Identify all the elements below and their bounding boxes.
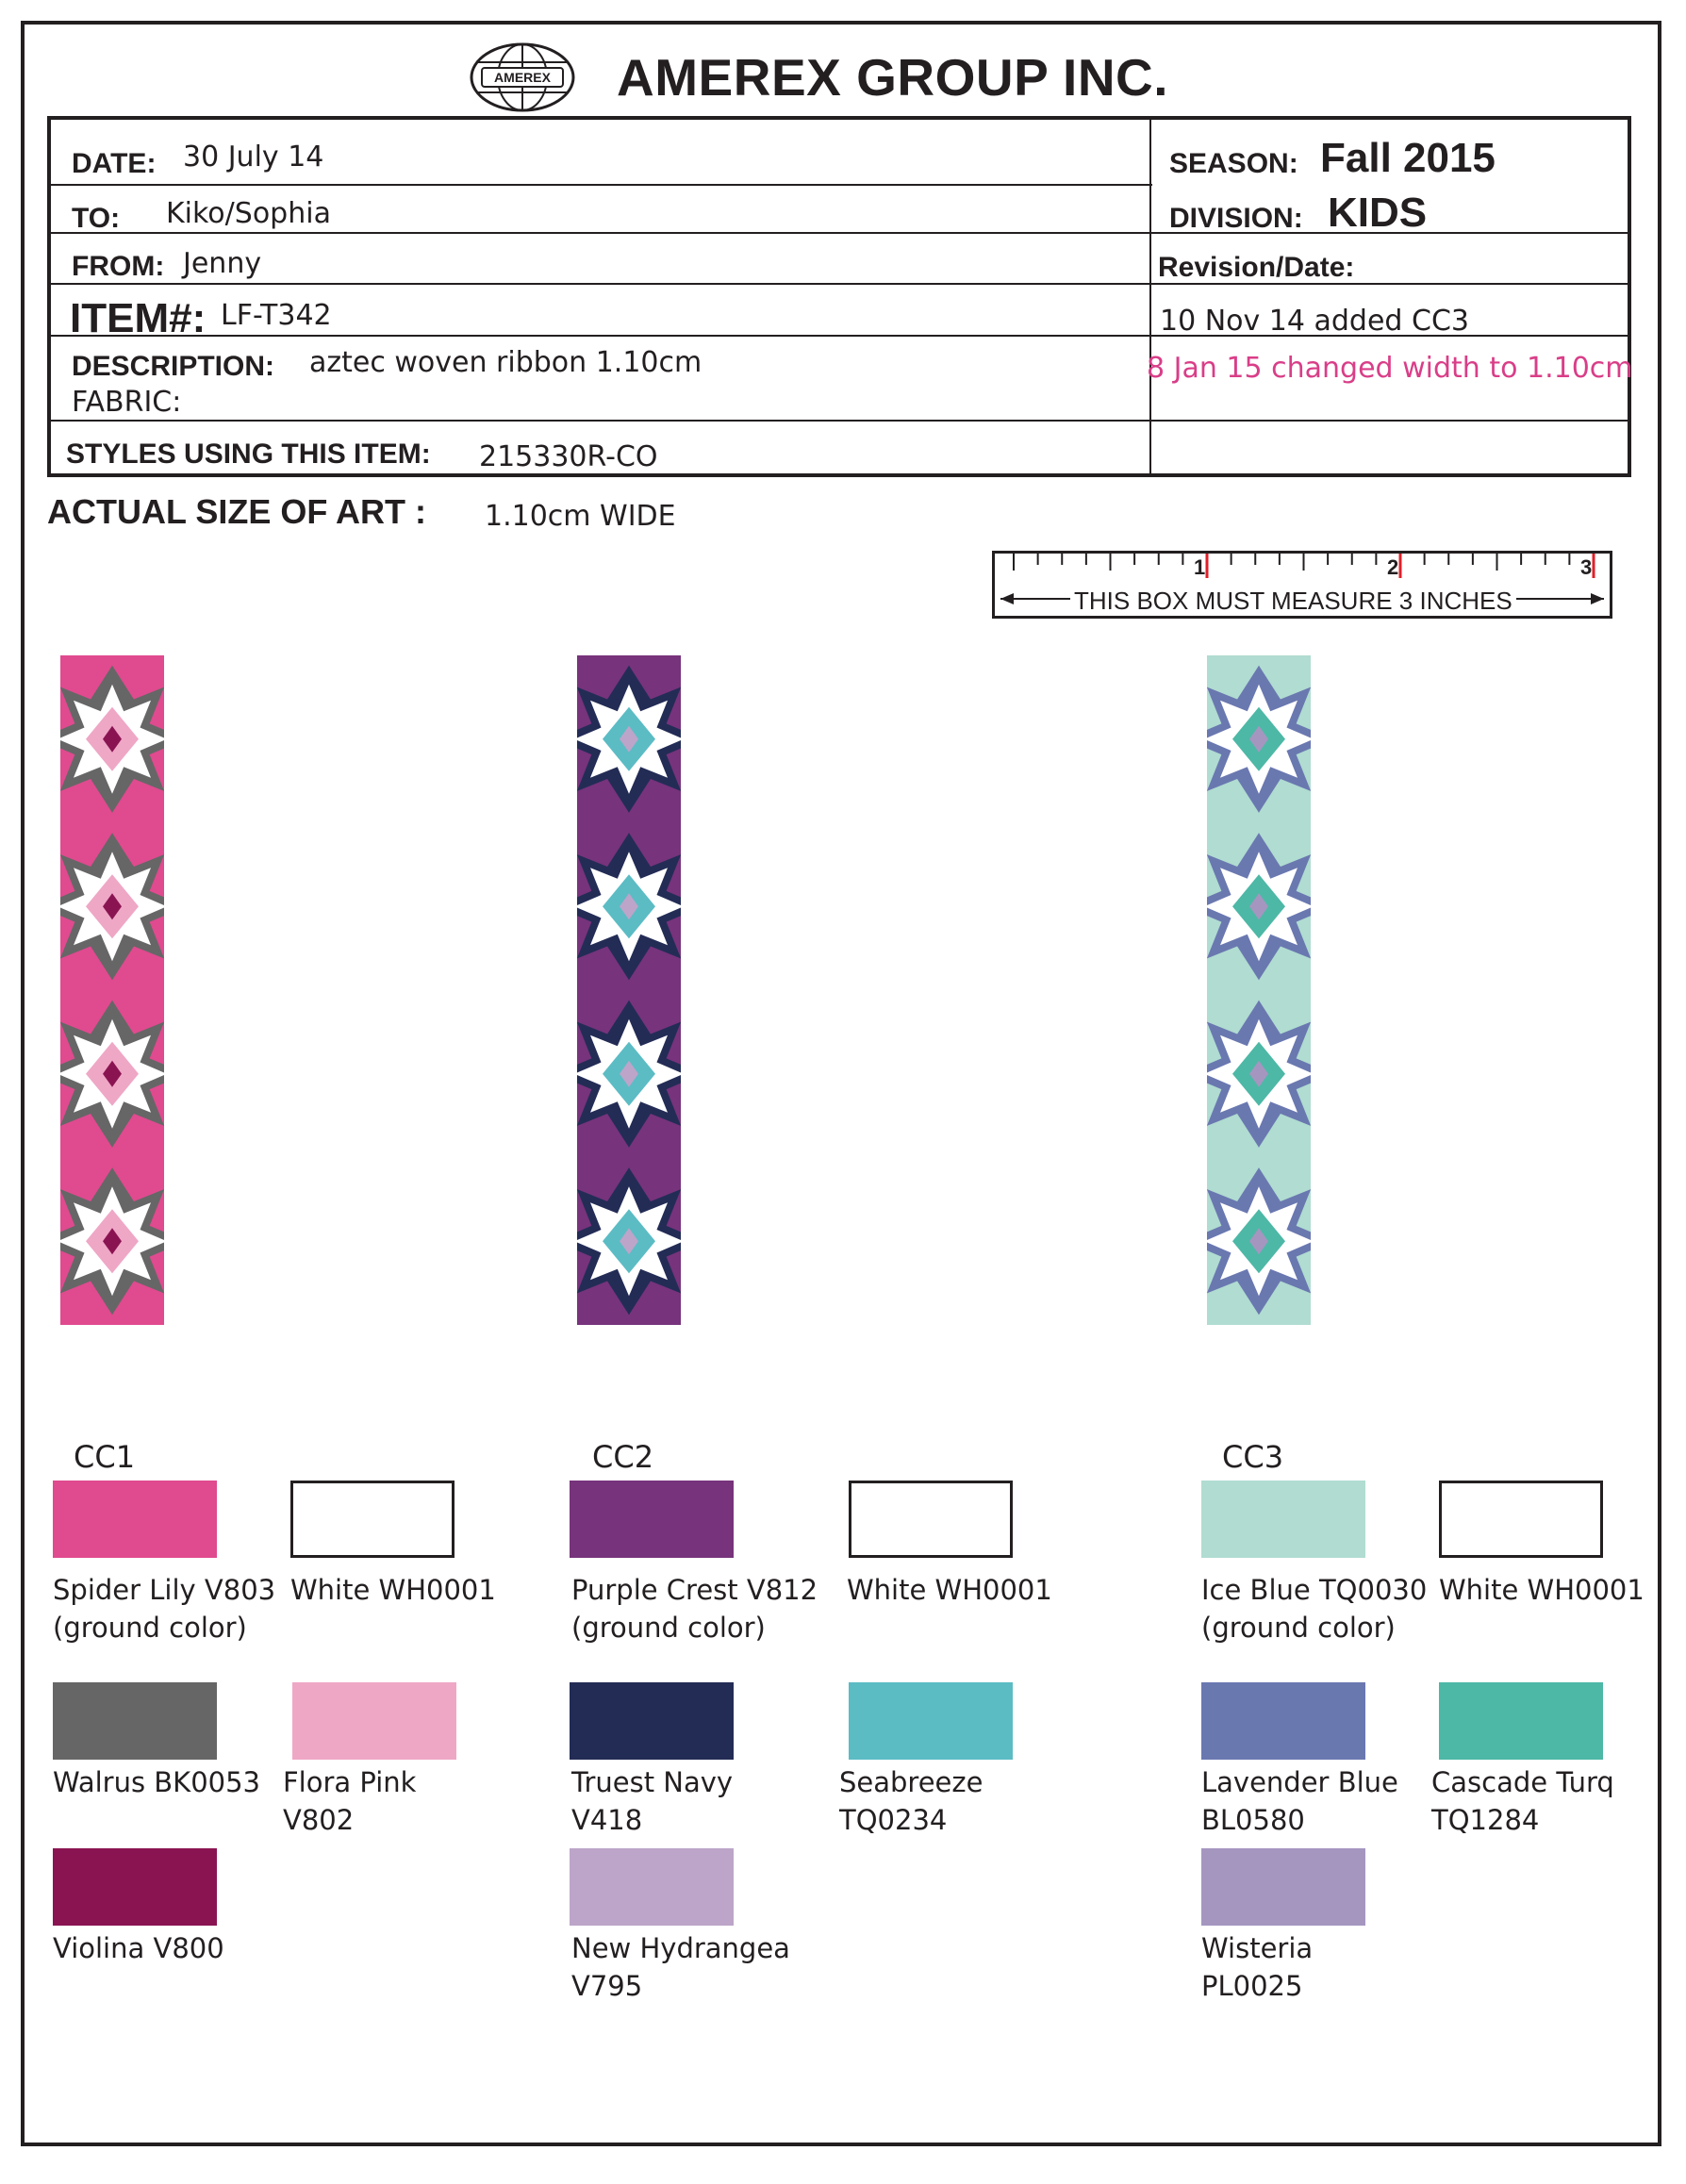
color-swatch: [53, 1848, 217, 1926]
swatch-label-line-1: Walrus BK0053: [53, 1766, 260, 1798]
swatch-label: [571, 1763, 733, 1839]
swatch-label: [571, 1571, 818, 1646]
swatch-label-line-1: Spider Lily V803: [53, 1574, 276, 1606]
styles-label: STYLES USING THIS ITEM:: [66, 438, 431, 470]
swatch-label: [839, 1763, 983, 1839]
swatch-label-line-2: V802: [283, 1804, 355, 1836]
to-label: TO:: [72, 203, 121, 234]
swatch-label: [1201, 1929, 1313, 2005]
swatch-label-line-1: White WH0001: [290, 1574, 496, 1606]
swatch-label-line-1: Flora Pink: [283, 1766, 417, 1798]
ruler-mark-label: 3: [1580, 555, 1593, 579]
swatch-label: [1201, 1571, 1427, 1646]
color-swatch: [849, 1682, 1013, 1760]
swatch-label-line-2: (ground color): [571, 1612, 766, 1644]
colorway-title-cc1: CC1: [74, 1439, 136, 1475]
amerex-globe-logo: [469, 41, 576, 113]
ruler-arrowhead: [1591, 593, 1604, 604]
to-value: Kiko/Sophia: [166, 197, 331, 230]
color-swatch: [1201, 1481, 1365, 1558]
swatch-label-line-1: New Hydrangea: [571, 1932, 790, 1964]
from-label: FROM:: [72, 251, 165, 282]
fabric-label: FABRIC:: [72, 386, 182, 419]
swatch-label-line-2: PL0025: [1201, 1970, 1303, 2002]
date-value: 30 July 14: [183, 141, 324, 174]
color-swatch: [53, 1682, 217, 1760]
color-swatch: [570, 1481, 734, 1558]
ruler-mark-label: 1: [1194, 555, 1206, 579]
swatch-label-line-1: Truest Navy: [571, 1766, 734, 1798]
division-value: KIDS: [1328, 190, 1428, 236]
swatch-label-line-2: BL0580: [1201, 1804, 1305, 1836]
swatch-label-line-2: TQ1284: [1431, 1804, 1540, 1836]
swatch-label-line-1: Wisteria: [1201, 1932, 1314, 1964]
ruler-arrowhead: [1000, 593, 1014, 604]
swatch-label: [283, 1763, 416, 1839]
season-label: SEASON:: [1169, 148, 1298, 179]
swatch-label-line-1: Ice Blue TQ0030: [1201, 1574, 1428, 1606]
actual-size-label: ACTUAL SIZE OF ART :: [47, 492, 426, 531]
swatch-label-line-1: White WH0001: [847, 1574, 1052, 1606]
actual-size-value: 1.10cm WIDE: [485, 500, 676, 533]
ruler-mark-label: 2: [1387, 555, 1399, 579]
swatch-label-line-1: Purple Crest V812: [571, 1574, 818, 1606]
ribbon-cc1: [60, 655, 164, 1325]
revision-entry-1: 10 Nov 14 added CC3: [1160, 305, 1469, 338]
ribbon-cc3: [1207, 655, 1311, 1325]
color-swatch: [1201, 1848, 1365, 1926]
division-label: DIVISION:: [1169, 203, 1303, 234]
row-divider: [51, 420, 1631, 422]
swatch-label-line-1: White WH0001: [1439, 1574, 1645, 1606]
ruler-caption: THIS BOX MUST MEASURE 3 INCHES: [1070, 587, 1516, 616]
swatch-label: [53, 1929, 224, 1967]
item-label: ITEM#:: [70, 295, 207, 341]
swatch-label: [571, 1929, 790, 2005]
from-value: Jenny: [183, 247, 262, 280]
measurement-ruler: [992, 551, 1612, 619]
color-swatch: [1439, 1481, 1603, 1558]
color-swatch: [290, 1481, 455, 1558]
info-table: [47, 116, 1631, 477]
company-name: AMEREX GROUP INC.: [617, 48, 1169, 107]
swatch-label-line-1: Cascade Turq: [1431, 1766, 1614, 1798]
swatch-label-line-2: TQ0234: [839, 1804, 948, 1836]
swatch-label: [290, 1571, 496, 1609]
swatch-label-line-1: Lavender Blue: [1201, 1766, 1398, 1798]
swatch-label: [1431, 1763, 1614, 1839]
swatch-label: [1201, 1763, 1398, 1839]
color-swatch: [570, 1848, 734, 1926]
colorway-title-cc2: CC2: [592, 1439, 654, 1475]
color-swatch: [1439, 1682, 1603, 1760]
swatch-label-line-2: (ground color): [1201, 1612, 1396, 1644]
color-swatch: [1201, 1682, 1365, 1760]
row-divider: [51, 283, 1631, 285]
swatch-label: [53, 1763, 260, 1801]
swatch-label: [53, 1571, 275, 1646]
swatch-label-line-2: (ground color): [53, 1612, 247, 1644]
season-value: Fall 2015: [1320, 135, 1496, 181]
swatch-label-line-2: V795: [571, 1970, 643, 2002]
color-swatch: [849, 1481, 1013, 1558]
description-label: DESCRIPTION:: [72, 351, 275, 382]
description-value: aztec woven ribbon 1.10cm: [309, 346, 702, 379]
colorway-title-cc3: CC3: [1222, 1439, 1284, 1475]
revision-entry-2: 8 Jan 15 changed width to 1.10cm: [1147, 352, 1633, 385]
color-swatch: [570, 1682, 734, 1760]
ribbon-cc2: [577, 655, 681, 1325]
styles-value: 215330R-CO: [479, 440, 658, 473]
swatch-label-line-1: Seabreeze: [839, 1766, 984, 1798]
color-swatch: [53, 1481, 217, 1558]
row-divider: [51, 184, 1152, 186]
date-label: DATE:: [72, 148, 157, 179]
swatch-label: [847, 1571, 1052, 1609]
swatch-label: [1439, 1571, 1645, 1609]
swatch-label-line-1: Violina V800: [53, 1932, 224, 1964]
color-swatch: [292, 1682, 456, 1760]
logo-text: AMEREX: [494, 70, 551, 85]
item-value: LF-T342: [221, 299, 332, 332]
swatch-label-line-2: V418: [571, 1804, 643, 1836]
revision-label: Revision/Date:: [1158, 252, 1355, 283]
